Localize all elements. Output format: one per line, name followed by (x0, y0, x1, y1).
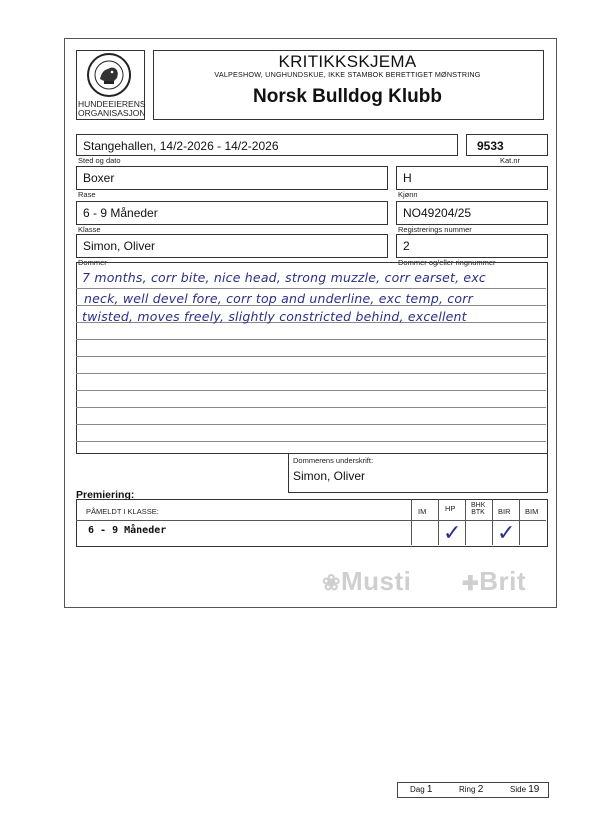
col-im: IM (418, 507, 427, 516)
signature-label: Dommerens underskrift: (293, 456, 374, 465)
form-subtitle: VALPESHOW, UNGHUNDSKUE, IKKE STAMBOK BERETTIGET MØNSTRING (214, 70, 481, 79)
premiering-col-divider (438, 499, 439, 545)
premiering-col-divider (465, 499, 466, 545)
breed-value: Boxer (83, 171, 115, 185)
premiering-title: Premiering: (76, 489, 135, 501)
class-header: PÅMELDT I KLASSE: (86, 507, 159, 516)
dag-label: Dag (410, 785, 425, 794)
premiering-col-divider (519, 499, 520, 545)
registration-field (396, 201, 548, 225)
footer-ring (459, 784, 483, 795)
judge-field (76, 234, 388, 258)
footer-side (510, 784, 539, 795)
critique-line-3: twisted, moves freely, slightly constricted behind, excellent (82, 309, 467, 324)
catalog-number-label: Kat.nr (500, 156, 521, 165)
sex-field (396, 166, 548, 190)
hp-check-mark: ✓ (443, 521, 462, 546)
breed-label: Rase (78, 190, 96, 199)
ring-number-field (396, 234, 548, 258)
critique-rule (76, 424, 546, 425)
bir-check-mark: ✓ (497, 521, 516, 546)
critique-rule (76, 373, 546, 374)
col-btk: BTK (471, 509, 485, 516)
critique-rule (76, 441, 546, 442)
critique-rule (76, 288, 546, 289)
dag-value: 1 (426, 784, 433, 795)
nkk-logo (86, 52, 132, 98)
ring-number-label: Dommer og/eller ringnummer (398, 258, 496, 267)
ring-value: 2 (477, 784, 484, 795)
org-label-line1: HUNDEEIERENS (78, 99, 146, 109)
side-label: Side (510, 785, 527, 794)
col-bhk: BHK (471, 502, 486, 509)
class-value: 6 - 9 Måneder (83, 206, 158, 220)
col-bim: BIM (525, 507, 539, 516)
form-title: KRITIKKSKJEMA (278, 52, 417, 71)
footer-dag (410, 784, 432, 795)
critique-rule (76, 407, 546, 408)
musti-logo (322, 566, 411, 597)
class-field (76, 201, 388, 225)
critique-rule (76, 356, 546, 357)
sex-label: Kjønn (398, 190, 418, 199)
signature-value: Simon, Oliver (293, 469, 366, 483)
brit-badge-icon: ✚ (462, 573, 480, 595)
premiering-col-divider (492, 499, 493, 545)
premiering-col-divider (411, 499, 412, 545)
musti-pet-icon: ❀ (322, 570, 341, 595)
judge-label: Dommer (78, 258, 107, 267)
premiering-divider (76, 520, 546, 521)
critique-line-2: neck, well devel fore, corr top and underline, exc temp, corr (84, 291, 473, 306)
col-hp: HP (445, 504, 456, 513)
org-label (78, 100, 146, 118)
breed-field (76, 166, 388, 190)
class-entry-value: 6 - 9 Måneder (88, 525, 167, 536)
musti-text: Musti (340, 566, 412, 596)
col-bir: BIR (498, 507, 511, 516)
registration-value: NO49204/25 (403, 206, 472, 220)
critique-rule (76, 390, 546, 391)
venue-date-label: Sted og dato (78, 156, 121, 165)
ring-number-value: 2 (403, 239, 410, 253)
venue-date-value: Stangehallen, 14/2-2026 - 14/2-2026 (83, 139, 279, 153)
org-label-line2: ORGANISASJON (78, 108, 146, 118)
judge-value: Simon, Oliver (83, 239, 156, 253)
venue-date-field (76, 134, 458, 156)
brit-text: Brit (479, 566, 527, 596)
catalog-number-value: 9533 (477, 139, 504, 153)
ring-label: Ring (459, 785, 476, 794)
brit-logo (462, 566, 526, 597)
critique-rule (76, 339, 546, 340)
side-value: 19 (528, 784, 540, 795)
club-name: Norsk Bulldog Klubb (253, 86, 442, 107)
col-bhk-btk (471, 502, 485, 516)
critique-line-1: 7 months, corr bite, nice head, strong muzzle, corr earset, exc (82, 270, 486, 285)
registration-label: Registrerings nummer (398, 225, 472, 234)
class-label: Klasse (78, 225, 101, 234)
sex-value: H (403, 171, 412, 185)
catalog-number-field (466, 134, 548, 156)
